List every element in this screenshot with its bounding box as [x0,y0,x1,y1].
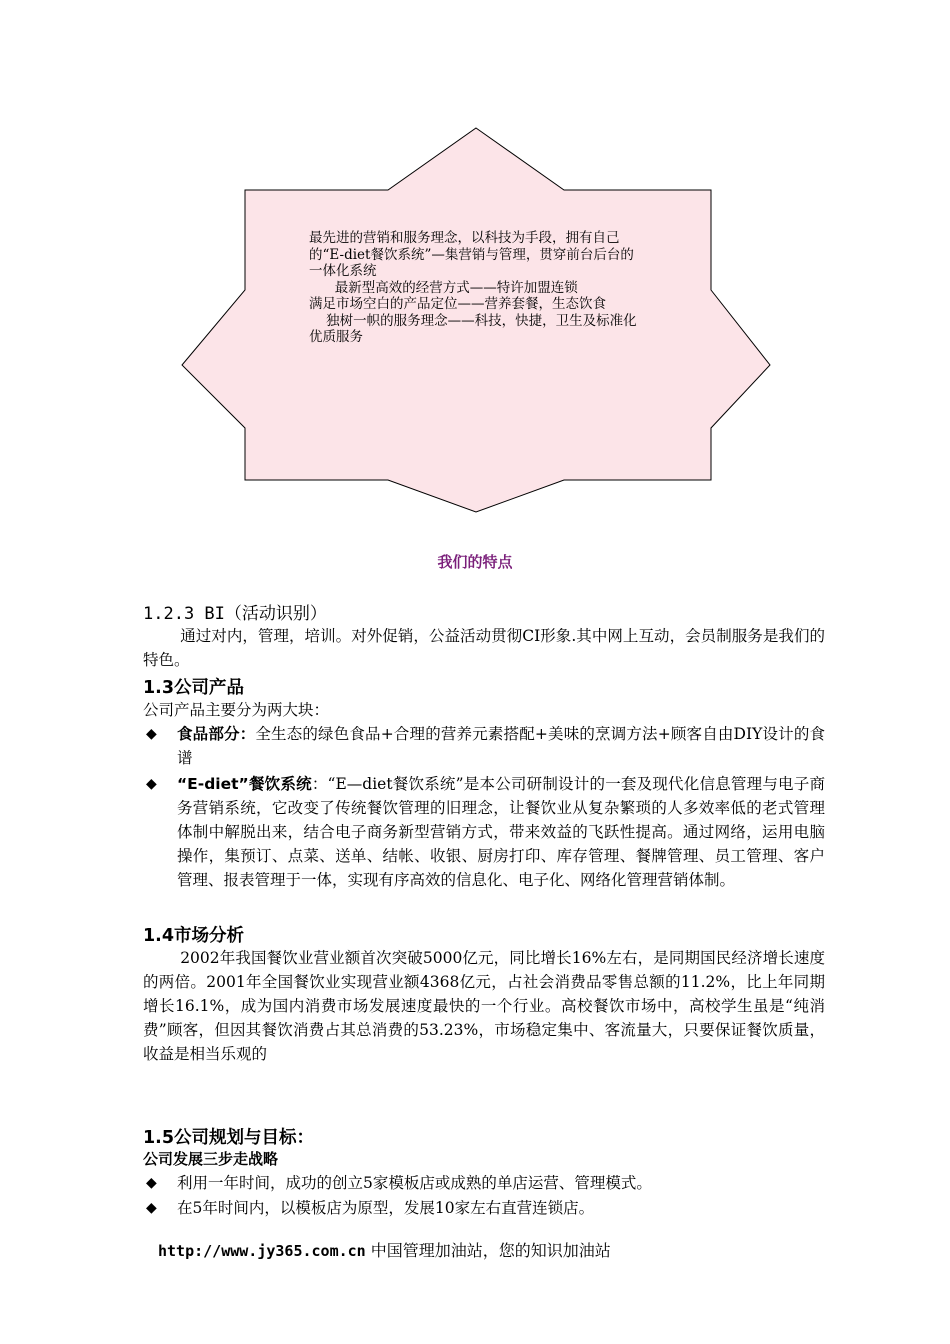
star-callout-text [309,230,644,346]
bullet-text: 利用一年时间，成功的创立5家模板店或成熟的单店运营、管理模式。 [177,1174,652,1192]
diamond-bullet-icon: ◆ [146,1200,157,1216]
section-heading-market: 1.4市场分析 [143,926,245,946]
products-bullet [143,722,825,770]
star-line: 最先进的营销和服务理念，以科技为手段，拥有自己的“E-diet餐饮系统”—集营销与管理，贯穿前台后台的一体化系统 [309,230,634,279]
products-intro: 公司产品主要分为两大块： [143,701,330,719]
diamond-bullet-icon: ◆ [146,776,157,792]
plan-subheading: 公司发展三步走战略 [143,1150,279,1168]
star-line: 独树一帜的服务理念——科技，快捷，卫生及标准化优质服务 [309,312,637,345]
star-line: 满足市场空白的产品定位——营养套餐，生态饮食 [309,296,606,312]
plan-bullet [143,1196,825,1220]
diamond-bullet-icon: ◆ [146,726,157,742]
page-footer [158,1238,611,1261]
market-paragraph: 2002年我国餐饮业营业额首次突破5000亿元，同比增长16%左右，是同期国民经济增长速度的两倍。2001年全国餐饮业实现营业额4368亿元，占社会消费品零售总额的11.2%，比上年同期增长16.1%，成为国内消费市场发展速度最快的一个行业。高校餐饮市场中，高校学生虽是“纯消费”顾客，但因其餐饮消费占其总消费的53.23%，市场稳定集中、客流量大，只要保证餐饮质量，收益是相当乐观的 [143,949,825,1063]
bullet-separator: ： [239,725,256,743]
section-heading-products: 1.3公司产品 [143,678,245,698]
bullet-separator: ： [311,775,328,793]
footer-url-link[interactable]: http://www.jy365.com.cn [158,1242,366,1260]
bullet-label: 食品部分 [177,725,240,743]
bullet-text: “E—diet餐饮系统”是本公司研制设计的一套及现代化信息管理与电子商务营销系统，它改变了传统餐饮管理的旧理念，让餐饮业从复杂繁琐的人多效率低的老式管理体制中解脱出来，结合电子商务新型营销方式，带来效益的飞跃性提高。通过网络，运用电脑操作，集预订、点菜、送单、结帐、收银、厨房打印、库存管理、餐牌管理、员工管理、客户管理、报表管理于一体，实现有序高效的信息化、电子化、网络化管理营销体制。 [177,775,825,889]
plan-bullet [143,1171,825,1195]
section-heading-bi: 1.2.3 BI（活动识别） [143,604,327,624]
figure-caption: 我们的特点 [437,553,513,571]
footer-slogan: 中国管理加油站，您的知识加油站 [365,1241,611,1260]
products-bullet [143,772,825,892]
star-line: 最新型高效的经营方式——特许加盟连锁 [309,279,578,296]
bullet-text: 全生态的绿色食品+合理的营养元素搭配+美味的烹调方法+顾客自由DIY设计的食谱 [177,725,825,767]
bi-paragraph: 通过对内，管理，培训。对外促销，公益活动贯彻CI形象.其中网上互动，会员制服务是我们的特色。 [143,627,825,669]
bullet-label: “E-diet”餐饮系统 [177,775,312,793]
bullet-text: 在5年时间内，以模板店为原型，发展10家左右直营连锁店。 [177,1199,595,1217]
section-heading-plan: 1.5公司规划与目标： [143,1128,315,1148]
diamond-bullet-icon: ◆ [146,1175,157,1191]
